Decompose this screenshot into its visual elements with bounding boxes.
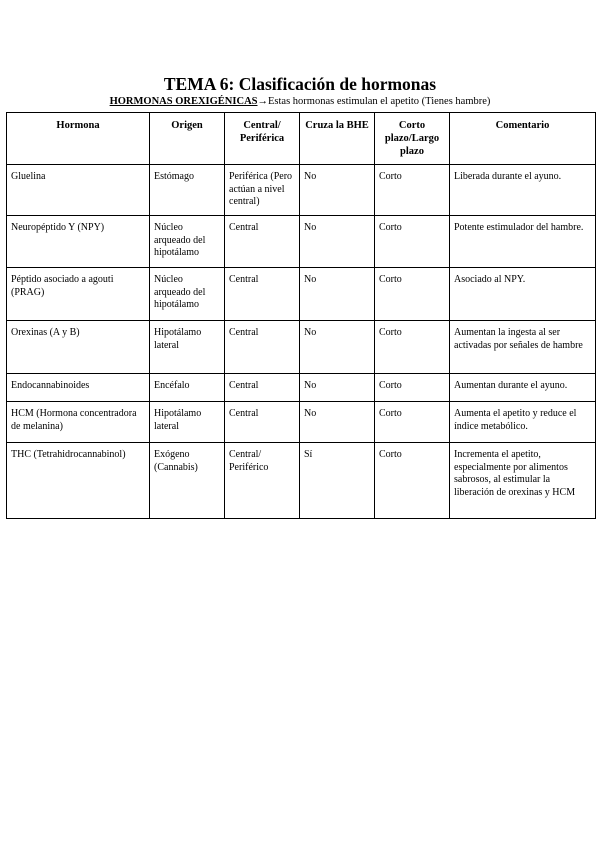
table-header-row bbox=[7, 113, 596, 165]
cell-cruza-bhe: No bbox=[300, 374, 375, 402]
cell-origen: Núcleo arqueado del hipotálamo bbox=[150, 268, 225, 321]
cell-hormona: Endocannabinoides bbox=[7, 374, 150, 402]
cell-comentario: Liberada durante el ayuno. bbox=[450, 165, 596, 216]
table-row bbox=[7, 216, 596, 268]
table-row bbox=[7, 402, 596, 443]
cell-central-periferica: Central bbox=[225, 268, 300, 321]
cell-hormona: HCM (Hormona concentradora de melanina) bbox=[7, 402, 150, 443]
cell-central-periferica: Central bbox=[225, 321, 300, 374]
cell-hormona: Orexinas (A y B) bbox=[7, 321, 150, 374]
cell-comentario: Aumentan la ingesta al ser activadas por señales de hambre bbox=[450, 321, 596, 374]
cell-comentario: Aumenta el apetito y reduce el índice metabólico. bbox=[450, 402, 596, 443]
table-row bbox=[7, 321, 596, 374]
cell-cruza-bhe: No bbox=[300, 402, 375, 443]
cell-plazo: Corto bbox=[375, 402, 450, 443]
header-plazo: Corto plazo/Largo plazo bbox=[375, 113, 450, 165]
cell-hormona: Neuropéptido Y (NPY) bbox=[7, 216, 150, 268]
cell-plazo: Corto bbox=[375, 443, 450, 519]
cell-cruza-bhe: No bbox=[300, 216, 375, 268]
section-description: Estas hormonas estimulan el apetito (Tienes hambre) bbox=[268, 96, 491, 107]
cell-cruza-bhe: No bbox=[300, 268, 375, 321]
table-row bbox=[7, 268, 596, 321]
header-cruza-bhe: Cruza la BHE bbox=[300, 113, 375, 165]
cell-origen: Exógeno (Cannabis) bbox=[150, 443, 225, 519]
table-row bbox=[7, 374, 596, 402]
cell-origen: Núcleo arqueado del hipotálamo bbox=[150, 216, 225, 268]
table-row bbox=[7, 443, 596, 519]
cell-central-periferica: Central bbox=[225, 216, 300, 268]
header-comentario: Comentario bbox=[450, 113, 596, 165]
hormone-table bbox=[6, 112, 596, 519]
header-hormona: Hormona bbox=[7, 113, 150, 165]
cell-comentario: Potente estimulador del hambre. bbox=[450, 216, 596, 268]
section-subtitle bbox=[0, 96, 600, 107]
cell-origen: Estómago bbox=[150, 165, 225, 216]
cell-central-periferica: Central bbox=[225, 402, 300, 443]
cell-plazo: Corto bbox=[375, 216, 450, 268]
cell-plazo: Corto bbox=[375, 321, 450, 374]
cell-origen: Encéfalo bbox=[150, 374, 225, 402]
cell-central-periferica: Central/ Periférico bbox=[225, 443, 300, 519]
arrow-glyph: → bbox=[257, 96, 268, 107]
cell-comentario: Incrementa el apetito, especialmente por alimentos sabrosos, al estimular la liberación de orexinas y HCM bbox=[450, 443, 596, 519]
cell-comentario: Asociado al NPY. bbox=[450, 268, 596, 321]
page-title: TEMA 6: Clasificación de hormonas bbox=[163, 74, 437, 94]
cell-cruza-bhe: No bbox=[300, 321, 375, 374]
table-row bbox=[7, 165, 596, 216]
cell-comentario: Aumentan durante el ayuno. bbox=[450, 374, 596, 402]
section-heading: HORMONAS OREXIGÉNICAS bbox=[109, 96, 258, 107]
cell-central-periferica: Periférica (Pero actúan a nivel central) bbox=[225, 165, 300, 216]
cell-origen: Hipotálamo lateral bbox=[150, 402, 225, 443]
cell-origen: Hipotálamo lateral bbox=[150, 321, 225, 374]
cell-plazo: Corto bbox=[375, 374, 450, 402]
cell-hormona: THC (Tetrahidrocannabinol) bbox=[7, 443, 150, 519]
cell-cruza-bhe: No bbox=[300, 165, 375, 216]
cell-plazo: Corto bbox=[375, 268, 450, 321]
header-origen: Origen bbox=[150, 113, 225, 165]
cell-hormona: Péptido asociado a agouti (PRAG) bbox=[7, 268, 150, 321]
cell-cruza-bhe: Sí bbox=[300, 443, 375, 519]
cell-plazo: Corto bbox=[375, 165, 450, 216]
cell-hormona: Gluelina bbox=[7, 165, 150, 216]
header-central-periferica: Central/ Periférica bbox=[225, 113, 300, 165]
cell-central-periferica: Central bbox=[225, 374, 300, 402]
